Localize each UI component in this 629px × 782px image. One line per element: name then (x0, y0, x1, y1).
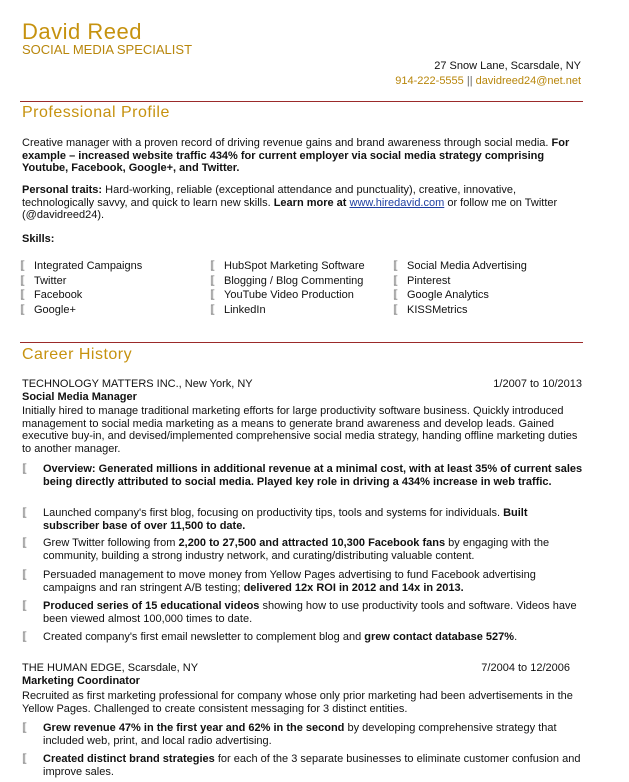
candidate-title: SOCIAL MEDIA SPECIALIST (22, 42, 193, 57)
company: THE HUMAN EDGE, Scarsdale, NY (22, 662, 199, 674)
bullet-icon: ⟦ (22, 631, 28, 643)
section-divider (20, 342, 583, 343)
bullet-icon: ⟦ (22, 600, 28, 612)
website-link[interactable]: www.hiredavid.com (349, 196, 445, 209)
bullet-icon: ⟦ (393, 289, 399, 301)
job-role: Marketing Coordinator (22, 675, 140, 687)
job-dates: 1/2007 to 10/2013 (493, 378, 582, 390)
skills-column-3 (393, 259, 527, 317)
bullet-icon: ⟦ (22, 722, 28, 734)
bullet-icon: ⟦ (22, 753, 28, 765)
skills-label: Skills: (22, 233, 55, 245)
profile-heading: Professional Profile (22, 104, 170, 121)
bullet-icon: ⟦ (210, 274, 216, 287)
job-summary: Recruited as first marketing professional for company whose only prior marketing had been advertisements in the Yellow Pages. Challenged to create consistent messaging for 3 distinct entities. (22, 690, 573, 715)
contact-separator: || (466, 75, 473, 87)
skill-item: ⟦ Social Media Advertising (393, 260, 527, 272)
skill-item: ⟦ Google Analytics (393, 289, 489, 301)
section-divider (20, 101, 583, 102)
bullet-icon: ⟦ (20, 260, 26, 272)
bullet-icon: ⟦ (210, 289, 216, 301)
bullet-icon: ⟦ (22, 463, 28, 475)
personal-traits-label: Personal traits: (22, 184, 103, 196)
bullet-icon: ⟦ (22, 537, 28, 549)
bullet-icon: ⟦ (20, 274, 26, 287)
bullet-icon: ⟦ (22, 507, 28, 519)
bullet-icon: ⟦ (393, 260, 399, 272)
skills-column-1 (20, 259, 142, 317)
skill-item: ⟦ Integrated Campaigns (20, 260, 143, 272)
bullet-icon: ⟦ (393, 303, 399, 316)
career-heading: Career History (22, 346, 133, 363)
twitter-handle-text: or follow me on Twitter (@davidreed24). (22, 196, 558, 221)
resume-page: David Reed SOCIAL MEDIA SPECIALIST 27 Snow Lane, Scarsdale, NY 914-222-5555 || davidreed24@net.net Professional Profile Creative manager with a proven record of driving revenue gains and brand awareness through social media. For example – increased website traffic 434% for current employer via social media strategy comprising Youtube, Facebook, Google+, and Twitter. Personal traits: Hard-working, reliable (exceptional attendance and punctuality), creative, innovative, technologically savvy, and quick to learn new skills. Learn more at www.hiredavid.com or follow me on Twitter (@davidreed24). Skills: ⟦ Integrated Campaigns ⟦ Twitter ⟦ Facebook ⟦ Google+ ⟦ HubSpot Marketing Software ⟦ Blogging / Blog Commenting ⟦ YouTube Video Production ⟦ LinkedIn ⟦ Social Media Advertising ⟦ Pinterest ⟦ Google Analytics ⟦ KISSMetrics Career History TECHNOLOGY MATTERS INC., New York, NY 1/2007 to 10/2013 Social Media Manager Initially hired to manage traditional marketing efforts for large productivity software business. Quickly introduced management to social media marketing as a means to generate brand awareness and develop leads. Gained executive buy-in, and devised/implemented comprehensive social media strategy, handing offline marketing duties to another manager. ⟦ Overview: Generated millions in additional revenue at a minimal cost, with at least 35% of current sales being directly attributed to social media. Played key role in driving a 434% increase in web traffic. ⟦ Launched company's first blog, focusing on productivity tips, tools and systems for individuals. Built subscriber base of over 11,500 to date. ⟦ Grew Twitter following from 2,200 to 27,500 and attracted 10,300 Facebook fans by engaging with the community, building a strong industry network, and curating/distributing valuable content. ⟦ Persuaded management to move money from Yellow Pages advertising to fund Facebook advertising campaigns and ran stringent A/B testing; delivered 12x ROI in 2012 and 14x in 2013. ⟦ Produced series of 15 educational videos showing how to use productivity tools and software. Videos have been viewed almost 100,000 times to date. ⟦ Created company's first email newsletter to complement blog and grew contact database 527%. THE HUMAN EDGE, Scarsdale, NY 7/2004 to 12/2006 Marketing Coordinator Recruited as first marketing professional for company whose only prior marketing had been advertisements in the Yellow Pages. Challenged to create consistent messaging for 3 distinct entities. ⟦ Grew revenue 47% in the first year and 62% in the second by developing comprehensive strategy that included web, print, and local radio advertising. ⟦ Created distinct brand strategies for each of the 3 separate businesses to eliminate customer confusion and improve sales. (20, 19, 583, 778)
profile-summary (22, 137, 582, 175)
skill-item: ⟦ Facebook (20, 289, 83, 301)
profile-summary-text: Creative manager with a proven record of driving revenue gains and brand awareness through social media. (22, 137, 552, 149)
skill-item: ⟦ HubSpot Marketing Software (210, 260, 365, 272)
bullet-icon: ⟦ (393, 274, 399, 287)
skill-item: ⟦ YouTube Video Production (210, 289, 354, 301)
phone: 914-222-5555 (395, 75, 464, 87)
job-header (22, 662, 582, 674)
bullet-icon: ⟦ (20, 303, 26, 316)
personal-traits (22, 184, 582, 222)
bullet-icon: ⟦ (210, 260, 216, 272)
profile-summary-highlight: For example – increased website traffic 434% for current employer via social media strategy comprising Youtube, Facebook, Google+, and Twitter. (22, 137, 570, 174)
skills-column-2 (210, 259, 365, 317)
job-dates: 7/2004 to 12/2006 (481, 662, 570, 674)
email[interactable]: davidreed24@net.net (475, 75, 581, 87)
company: TECHNOLOGY MATTERS INC., New York, NY (22, 378, 253, 390)
candidate-name: David Reed (22, 19, 142, 44)
bullet-icon: ⟦ (20, 289, 26, 301)
skill-item: ⟦ Twitter (20, 274, 67, 287)
job-summary: Initially hired to manage traditional marketing efforts for large productivity software business. Quickly introduced management to social media marketing as a means to generate brand awareness and develop leads. Gained executive buy-in, and devised/implemented comprehensive social media strategy, handing offline marketing duties to another manager. (22, 405, 578, 455)
personal-traits-text: Hard-working, reliable (exceptional attendance and punctuality), creative, innovative, technologically savvy, and quick to learn new skills. (22, 184, 517, 209)
skill-item: ⟦ Blogging / Blog Commenting (210, 274, 364, 287)
learn-more-label: Learn more at (273, 196, 347, 209)
job-role: Social Media Manager (22, 391, 137, 403)
bullet-icon: ⟦ (22, 569, 28, 581)
job-header (22, 378, 582, 390)
skill-item: ⟦ LinkedIn (210, 303, 266, 316)
address: 27 Snow Lane, Scarsdale, NY (434, 60, 581, 72)
contact-line (395, 75, 581, 87)
skill-item: ⟦ Google+ (20, 303, 76, 316)
bullet-icon: ⟦ (210, 303, 216, 316)
skill-item: ⟦ Pinterest (393, 274, 451, 287)
skill-item: ⟦ KISSMetrics (393, 303, 468, 316)
